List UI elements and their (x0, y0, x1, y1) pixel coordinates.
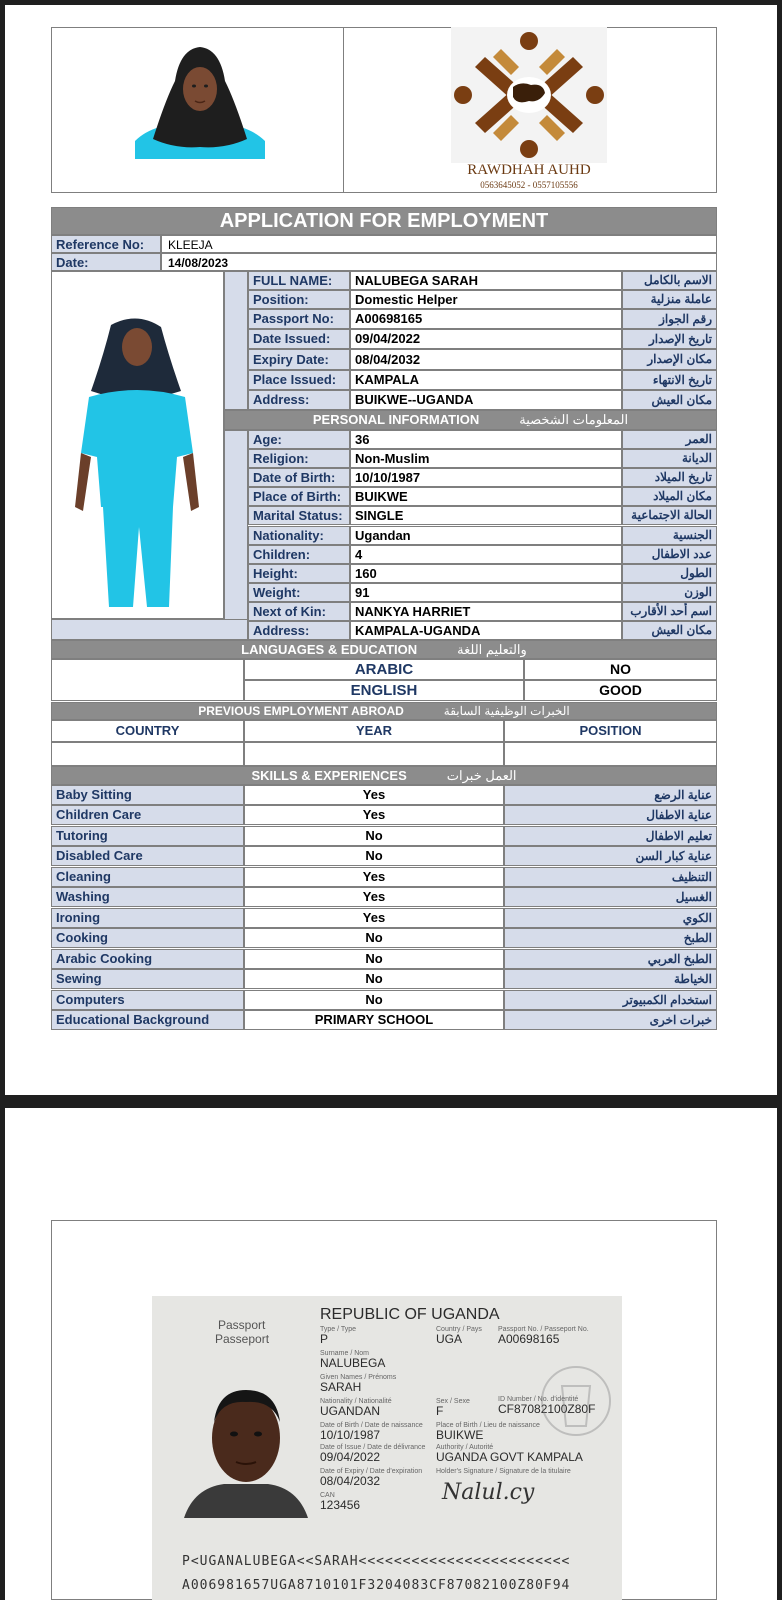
passport-authority: UGANDA GOVT KAMPALA (436, 1450, 583, 1464)
passport-doc-label-1: Passport (218, 1318, 266, 1332)
info-value: Non-Muslim (350, 449, 622, 468)
skill-value: Yes (244, 785, 504, 805)
top-filler (224, 271, 248, 410)
info-label-ar: العمر (622, 430, 717, 449)
info-label-ar: تاريخ الميلاد (622, 468, 717, 487)
skills-title-ar: العمل خبرات (446, 768, 517, 783)
info-value: NANKYA HARRIET (350, 602, 622, 621)
company-phones: 0563645052 - 0557105556 (480, 180, 578, 190)
info-value: 4 (350, 545, 622, 564)
info-label-ar: عدد الاطفال (622, 545, 717, 564)
info-label-ar: الحالة الاجتماعية (622, 506, 717, 525)
field-value: NALUBEGA SARAH (350, 271, 622, 290)
skill-value: No (244, 969, 504, 989)
field-value: BUIKWE--UGANDA (350, 390, 622, 410)
passport-signature-label: Holder's Signature / Signature de la titulaire (436, 1468, 571, 1475)
reference-label: Reference No: (51, 235, 161, 253)
skill-label: Educational Background (51, 1010, 244, 1030)
passport-issue-label: Date of Issue / Date de délivrance (320, 1444, 426, 1451)
field-label-ar: الاسم بالكامل (622, 271, 717, 290)
info-value: 91 (350, 583, 622, 602)
languages-title: LANGUAGES & EDUCATION (241, 642, 418, 657)
info-value: 160 (350, 564, 622, 583)
employment-empty-year (244, 742, 504, 766)
passport-nin-label: ID Number / No. d'identité (498, 1396, 579, 1403)
field-value: 08/04/2032 (350, 349, 622, 370)
field-value: KAMPALA (350, 370, 622, 390)
skill-value: No (244, 990, 504, 1010)
skill-label-ar: الطبخ (504, 928, 717, 948)
passport-nationality-label: Nationality / Nationalité (320, 1398, 392, 1405)
passport-pob-label: Place of Birth / Lieu de naissance (436, 1422, 540, 1429)
passport-sex: F (436, 1404, 444, 1418)
personal-info-band (224, 410, 717, 430)
skill-value: PRIMARY SCHOOL (244, 1010, 504, 1030)
passport-doc-label-2: Passeport (215, 1332, 270, 1346)
field-label: Date Issued: (248, 329, 350, 349)
passport-page (5, 1108, 777, 1600)
info-label: Date of Birth: (248, 468, 350, 487)
field-label: Passport No: (248, 309, 350, 329)
personal-info-title: PERSONAL INFORMATION (312, 412, 480, 427)
language-level: GOOD (524, 680, 717, 701)
passport-number-value: A00698165 (498, 1332, 560, 1346)
date-label: Date: (51, 253, 161, 271)
passport-emblem-icon (536, 1356, 616, 1446)
skill-label-ar: عناية الرضع (504, 785, 717, 805)
passport-code-label: Country / Pays (436, 1326, 482, 1333)
passport-pob: BUIKWE (436, 1428, 484, 1442)
info-filler (224, 430, 248, 640)
language-name: ENGLISH (244, 680, 524, 701)
info-label: Next of Kin: (248, 602, 350, 621)
skill-value: No (244, 846, 504, 866)
field-value: 09/04/2022 (350, 329, 622, 349)
skill-label-ar: عناية الاطفال (504, 805, 717, 825)
passport-type-label: Type / Type (320, 1326, 357, 1333)
info-label-ar: مكان العيش (622, 621, 717, 640)
info-label: Religion: (248, 449, 350, 468)
info-label: Address: (248, 621, 350, 640)
skill-label: Washing (51, 887, 244, 907)
field-label: Expiry Date: (248, 349, 350, 370)
reference-value: KLEEJA (161, 235, 717, 253)
info-label: Marital Status: (248, 506, 350, 525)
info-label-ar: مكان الميلاد (622, 487, 717, 506)
skill-label-ar: استخدام الكمبيوتر (504, 990, 717, 1010)
info-label: Nationality: (248, 526, 350, 545)
skill-label-ar: خبرات اخرى (504, 1010, 717, 1030)
skill-label-ar: الطبخ العربي (504, 949, 717, 969)
info-value: KAMPALA-UGANDA (350, 621, 622, 640)
skill-label: Baby Sitting (51, 785, 244, 805)
field-value: Domestic Helper (350, 290, 622, 309)
field-label-ar: تاريخ الانتهاء (622, 370, 717, 390)
language-level: NO (524, 659, 717, 680)
field-label-ar: عاملة منزلية (622, 290, 717, 309)
skill-label-ar: التنظيف (504, 867, 717, 887)
applicant-headshot (135, 41, 265, 159)
employment-empty-country (51, 742, 244, 766)
passport-code-value: UGA (436, 1332, 463, 1346)
skill-label: Cooking (51, 928, 244, 948)
skill-label: Cleaning (51, 867, 244, 887)
photo-bottom-filler (51, 619, 248, 640)
passport-mrz-line-2: A006981657UGA8710101F3204083CF87082100Z80F94 (182, 1578, 571, 1593)
skill-value: Yes (244, 908, 504, 928)
skills-title: SKILLS & EXPERIENCES (251, 768, 407, 783)
info-label-ar: الطول (622, 564, 717, 583)
info-value: BUIKWE (350, 487, 622, 506)
field-label: Address: (248, 390, 350, 410)
field-label: FULL NAME: (248, 271, 350, 290)
skill-label-ar: الكوي (504, 908, 717, 928)
skill-label-ar: الخياطة (504, 969, 717, 989)
info-value: SINGLE (350, 506, 622, 525)
info-label-ar: الجنسية (622, 526, 717, 545)
form-title: APPLICATION FOR EMPLOYMENT (51, 207, 717, 235)
passport-surname-label: Surname / Nom (320, 1350, 370, 1357)
passport-given: SARAH (320, 1380, 362, 1394)
skill-value: Yes (244, 887, 504, 907)
info-label: Children: (248, 545, 350, 564)
skill-label-ar: عناية كبار السن (504, 846, 717, 866)
info-label: Age: (248, 430, 350, 449)
passport-type-value: P (320, 1332, 329, 1346)
skill-label: Ironing (51, 908, 244, 928)
personal-info-title-ar: المعلومات الشخصية (519, 412, 629, 427)
field-label-ar: رقم الجواز (622, 309, 717, 329)
company-logo-icon (451, 27, 607, 163)
field-label: Position: (248, 290, 350, 309)
company-name: RAWDHAH AUHD (467, 162, 591, 178)
field-label-ar: تاريخ الإصدار (622, 329, 717, 349)
info-value: Ugandan (350, 526, 622, 545)
info-label-ar: اسم أحد الأقارب (622, 602, 717, 621)
employment-empty-position (504, 742, 717, 766)
passport-authority-label: Authority / Autorité (436, 1444, 494, 1451)
info-value: 36 (350, 430, 622, 449)
date-value: 14/08/2023 (161, 253, 717, 271)
employment-col-position: POSITION (504, 720, 717, 742)
passport-expiry-label: Date of Expiry / Date d'expiration (320, 1468, 423, 1475)
passport-can-label: CAN (320, 1492, 335, 1499)
skill-value: Yes (244, 867, 504, 887)
skill-value: No (244, 826, 504, 846)
passport-country: REPUBLIC OF UGANDA (320, 1306, 500, 1323)
skill-label: Arabic Cooking (51, 949, 244, 969)
passport-scan (152, 1296, 622, 1600)
skill-label-ar: الغسيل (504, 887, 717, 907)
languages-blank (51, 659, 244, 701)
passport-nationality: UGANDAN (320, 1404, 381, 1418)
employment-band (51, 702, 717, 720)
skills-band (51, 766, 717, 785)
employment-title-ar: الخبرات الوظيفية السابقة (443, 704, 570, 718)
info-label: Weight: (248, 583, 350, 602)
skill-label: Computers (51, 990, 244, 1010)
info-label: Place of Birth: (248, 487, 350, 506)
info-label-ar: الديانة (622, 449, 717, 468)
skill-value: Yes (244, 805, 504, 825)
passport-mrz-line-1: P<UGANALUBEGA<<SARAH<<<<<<<<<<<<<<<<<<<<<<<< (182, 1554, 571, 1569)
passport-can: 123456 (320, 1498, 361, 1512)
field-label: Place Issued: (248, 370, 350, 390)
skill-label: Disabled Care (51, 846, 244, 866)
skill-value: No (244, 928, 504, 948)
field-label-ar: مكان الإصدار (622, 349, 717, 370)
passport-dob: 10/10/1987 (320, 1428, 381, 1442)
info-value: 10/10/1987 (350, 468, 622, 487)
employment-col-year: YEAR (244, 720, 504, 742)
application-page (5, 5, 777, 1095)
passport-photo (184, 1380, 308, 1518)
passport-issue: 09/04/2022 (320, 1450, 381, 1464)
field-value: A00698165 (350, 309, 622, 329)
header-divider (343, 27, 344, 193)
passport-surname: NALUBEGA (320, 1356, 386, 1370)
info-label-ar: الوزن (622, 583, 717, 602)
skill-label: Sewing (51, 969, 244, 989)
passport-expiry: 08/04/2032 (320, 1474, 381, 1488)
passport-sex-label: Sex / Sexe (436, 1398, 470, 1405)
employment-col-country: COUNTRY (51, 720, 244, 742)
skill-label: Children Care (51, 805, 244, 825)
passport-dob-label: Date of Birth / Date de naissance (320, 1422, 423, 1429)
applicant-full-photo (69, 317, 205, 613)
passport-signature: Nalul.cy (442, 1480, 535, 1505)
passport-nin: CF87082100Z80F (498, 1402, 596, 1416)
skill-label-ar: تعليم الاطفال (504, 826, 717, 846)
languages-band (51, 640, 717, 659)
language-name: ARABIC (244, 659, 524, 680)
skill-label: Tutoring (51, 826, 244, 846)
languages-title-ar: والتعليم اللغة (457, 642, 527, 657)
passport-given-label: Given Names / Prénoms (320, 1374, 397, 1381)
field-label-ar: مكان العيش (622, 390, 717, 410)
skill-value: No (244, 949, 504, 969)
passport-number-label: Passport No. / Passeport No. (498, 1326, 589, 1333)
employment-title: PREVIOUS EMPLOYMENT ABROAD (198, 704, 404, 718)
info-label: Height: (248, 564, 350, 583)
